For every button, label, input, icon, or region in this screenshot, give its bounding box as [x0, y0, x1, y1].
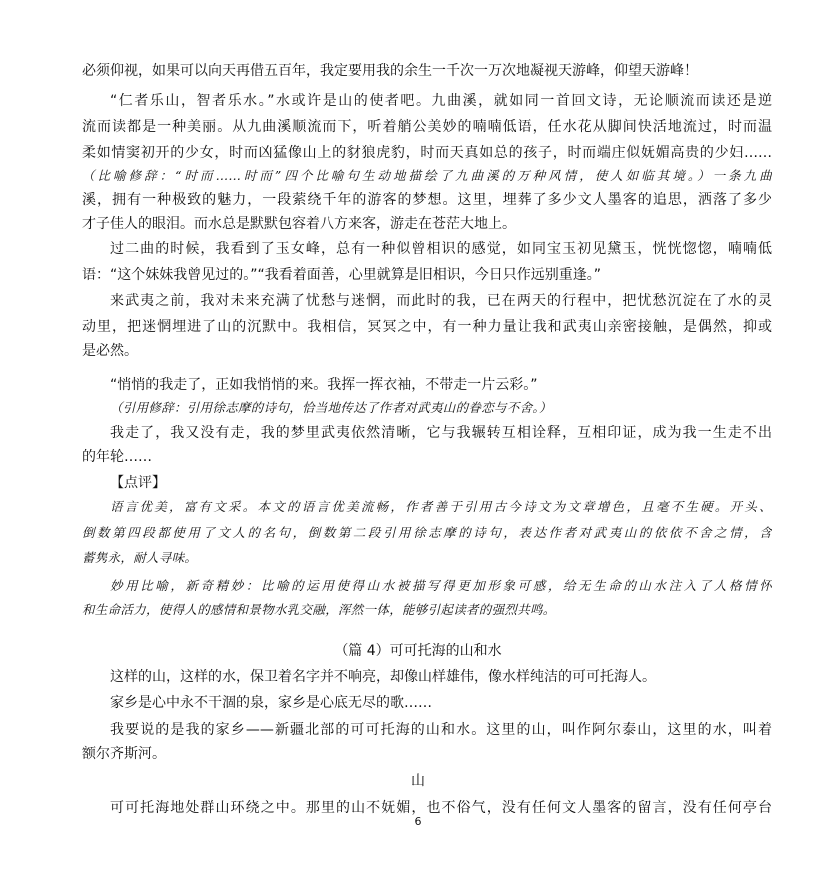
- body-line: 来武夷之前，我对未来充满了忧愁与迷惘，而此时的我，已在两天的行程中，把忧愁沉淀在了水的灵: [110, 293, 772, 309]
- body-line: 额尔齐斯河。: [82, 746, 166, 762]
- subsection-title: 山: [411, 773, 425, 789]
- section-title: （篇 4）可可托海的山和水: [334, 643, 502, 659]
- body-line: 过二曲的时候，我看到了玉女峰，总有一种似曾相识的感觉，如同宝玉初见黛玉，恍恍惚惚，喃喃低: [110, 241, 772, 257]
- body-line: 这样的山，这样的水，保卫着名字并不响亮，却像山样雄伟，像水样纯洁的可可托海人。: [110, 669, 656, 685]
- annotation-line: （比喻修辞：“时而……时而”四个比喻句生动地描绘了九曲溪的万种风情，使人如临其境。）一条九曲: [82, 168, 772, 183]
- body-line: 是必然。: [82, 343, 138, 359]
- body-line: 流而读都是一种美丽。从九曲溪顺流而下，听着艄公美妙的喃喃低语，任水花从脚间快活地流过，时而温: [82, 119, 772, 135]
- comment-line: 倒数第四段都使用了文人的名句，倒数第二段引用徐志摩的诗句，表达作者对武夷山的依依不舍之情，含: [82, 525, 772, 540]
- comment-line: 和生命活力，使得人的感情和景物水乳交融，浑然一体，能够引起读者的强烈共鸣。: [82, 602, 556, 617]
- body-line: “仁者乐山，智者乐水。”水或许是山的使者吧。九曲溪，就如同一首回文诗，无论顺流而读还是逆: [110, 93, 772, 109]
- body-line: 家乡是心中永不干涸的泉，家乡是心底无尽的歌……: [110, 695, 432, 711]
- body-line: 必须仰视，如果可以向天再借五百年，我定要用我的余生一千次一万次地凝视天游峰，仰望天游峰！: [82, 63, 698, 79]
- body-line: 的年轮……: [82, 449, 152, 465]
- body-line: 溪，拥有一种极致的魅力，一段萦绕千年的游客的梦想。这里，埋葬了多少文人墨客的追思，洒落了多少: [82, 192, 772, 208]
- body-line: 才子佳人的眼泪。而水总是默默包容着八方来客，游走在苍茫大地上。: [82, 216, 516, 232]
- body-line: 可可托海地处群山环绕之中。那里的山不妩媚，也不俗气，没有任何文人墨客的留言，没有任何亭台: [110, 800, 772, 816]
- page-number: 6: [414, 815, 422, 828]
- comment-line: 语言优美，富有文采。本文的语言优美流畅，作者善于引用古今诗文为文章增色，且毫不生硬。开头、: [110, 499, 772, 514]
- body-line: 动里，把迷惘埋进了山的沉默中。我相信，冥冥之中，有一种力量让我和武夷山亲密接触，是偶然，抑或: [82, 319, 772, 335]
- comment-heading: 【点评】: [110, 475, 166, 491]
- quote-line: “悄悄的我走了，正如我悄悄的来。我挥一挥衣袖，不带走一片云彩。”: [110, 377, 538, 393]
- body-line: 我要说的是我的家乡——新疆北部的可可托海的山和水。这里的山，叫作阿尔泰山，这里的水，叫着: [110, 722, 772, 738]
- comment-line: 妙用比喻，新奇精妙：比喻的运用使得山水被描写得更加形象可感，给无生命的山水注入了人格情怀: [110, 578, 772, 593]
- body-line: 我走了，我又没有走，我的梦里武夷依然清晰，它与我辗转互相诠释，互相印证，成为我一生走不出: [110, 425, 772, 441]
- comment-line: 蓄隽永，耐人寻味。: [82, 550, 198, 565]
- annotation-line: （引用修辞：引用徐志摩的诗句，恰当地传达了作者对武夷山的眷恋与不舍。）: [110, 400, 552, 415]
- body-line: 柔如情窦初开的少女，时而凶猛像山上的豺狼虎豹，时而天真如总的孩子，时而端庄似妩媚高贵的少妇……: [82, 145, 772, 161]
- body-line: 语：“这个妹妹我曾见过的。”“我看着面善，心里就算是旧相识，今日只作远别重逢。”: [82, 267, 602, 283]
